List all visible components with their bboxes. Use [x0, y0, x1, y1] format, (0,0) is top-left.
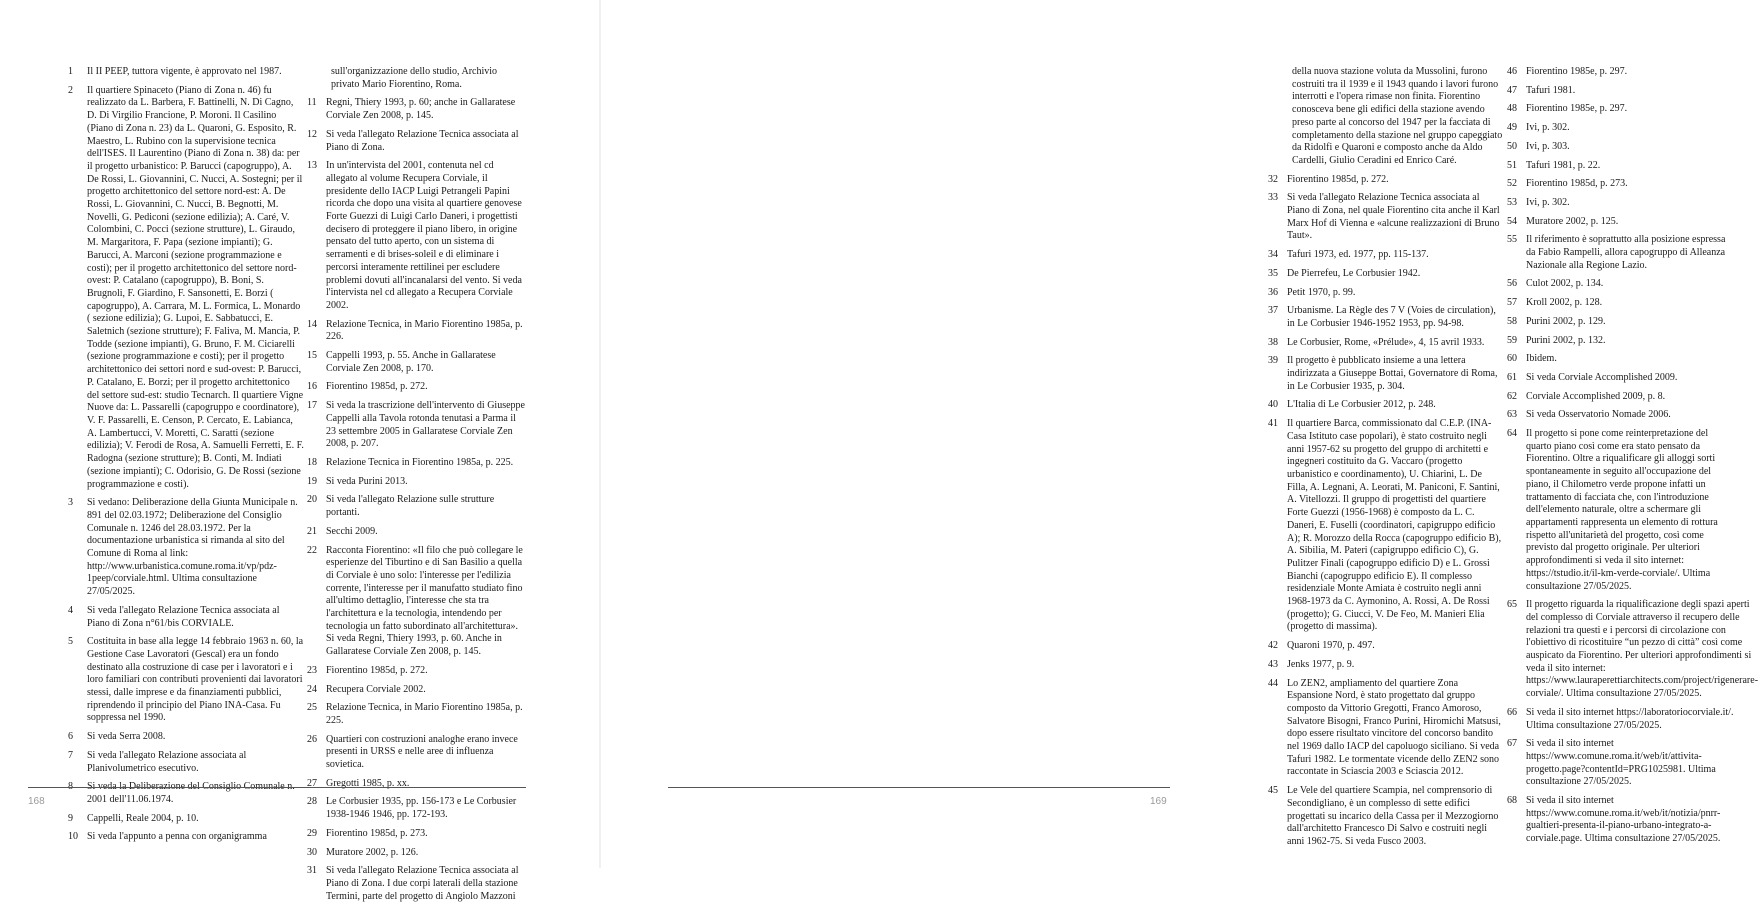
footnote-text: Tafuri 1973, ed. 1977, pp. 115-137.: [1287, 249, 1429, 261]
footnote-number: 10: [68, 831, 78, 843]
footnote: [1507, 216, 1735, 229]
footnote-number: 36: [1268, 286, 1278, 298]
notes-column-2: [307, 66, 525, 909]
footnote-number: 66: [1507, 706, 1517, 718]
footnote: [1268, 305, 1504, 330]
footnote-text: Si veda la trascrizione dell'intervento di Giuseppe Cappelli alla Tavola rotonda tenutasi a Parma il 23 settembre 2005 in Gallaratese Corviale Zen 2008, p. 207.: [326, 400, 525, 450]
footnote: [1507, 409, 1735, 422]
footnote-number: 62: [1507, 390, 1517, 402]
footnote-number: 44: [1268, 677, 1278, 689]
footnote: [307, 847, 525, 860]
footnote-text: Si veda l'allegato Relazione sulle strutture portanti.: [326, 494, 495, 519]
footnote-text: Cappelli 1993, p. 55. Anche in Gallaratese Corviale Zen 2008, p. 170.: [326, 350, 496, 374]
footnote-text: In un'intervista del 2001, contenuta nel cd allegato al volume Recupera Corviale, il presidente dello IACP Luigi Petrangeli Papini ricorda che dopo una visita al quartiere genovese Forte Guezzi di Luigi Carlo Daneri, i progettisti decisero di proteggere il piano libero, in origine pensato del tutto aperto, con un sistema di serramenti e di brises-soleil e di eliminare i percorsi interamente rettilinei per escludere problemi dovuti all'incanalarsi del vento. Si veda l'intervista nel cd allegato a Recupera Corviale 2002.: [326, 160, 522, 311]
footnote-number: 28: [307, 796, 317, 808]
footnote-text: Si veda l'allegato Relazione associata al Planivolumetrico esecutivo.: [87, 749, 247, 774]
footnote: [307, 865, 525, 903]
footnote: [307, 796, 525, 821]
footnote-number: 55: [1507, 234, 1517, 246]
footnote-number: 15: [307, 350, 317, 362]
footnote: [307, 160, 525, 312]
footnote-number: 61: [1507, 371, 1517, 383]
footnote-text: Fiorentino 1985e, p. 297.: [1526, 103, 1628, 115]
footnote-number: 16: [307, 381, 317, 393]
footnote: [307, 350, 525, 375]
footnote-number: 53: [1507, 196, 1517, 208]
footnote-text: Si veda il sito internet https://www.comune.roma.it/web/it/notizia/pnrr-gualtieri-presenta-il-piano-urbano-integrato-a-corviale.page. Ultima consultazione 27/05/2025.: [1526, 795, 1721, 845]
footnote-text: Il II PEEP, tuttora vigente, è approvato nel 1987.: [87, 66, 282, 77]
footnote: [307, 66, 525, 91]
footnote-number: 68: [1507, 795, 1517, 807]
footnote-number: 63: [1507, 409, 1517, 421]
footnote-number: 46: [1507, 66, 1517, 77]
footnote-number: 29: [307, 827, 317, 839]
footnote: [307, 400, 525, 451]
footnote-text: Si veda Purini 2013.: [326, 475, 408, 487]
footnote-text: Ivi, p. 302.: [1526, 122, 1570, 134]
footnote: [1507, 122, 1735, 135]
footnote-text: Purini 2002, p. 132.: [1526, 334, 1606, 346]
footnote-text: Le Vele del quartiere Scampia, nel comprensorio di Secondigliano, è un complesso di sette edifici progettati su incarico della Cassa per il Mezzogiorno dall'architetto Francesco Di Salvo e costruiti negli anni 1962-75. Si veda Fusco 2003.: [1287, 785, 1499, 847]
footnote-text: Kroll 2002, p. 128.: [1526, 297, 1603, 309]
footnote: [1507, 160, 1735, 173]
footnote: [1507, 353, 1735, 366]
footnote-text: Muratore 2002, p. 126.: [326, 846, 419, 858]
footnote-number: 18: [307, 456, 317, 468]
footnote-text: Fiorentino 1985d, p. 273.: [1526, 178, 1628, 190]
footnote-number: 2: [68, 84, 73, 96]
footnote-number: 27: [307, 777, 317, 789]
footnote-number: 64: [1507, 428, 1517, 440]
footnote: [68, 831, 304, 844]
footnote: [1507, 599, 1758, 701]
footnote: [307, 526, 525, 539]
footnote-text: Urbanisme. La Règle des 7 V (Voies de circulation), in Le Corbusier 1946-1952 1953, pp. 94-98.: [1287, 305, 1496, 329]
footnote: [1268, 399, 1504, 412]
footnote-text: Si veda il sito internet https://www.comune.roma.it/web/it/attivita-progetto.page?contentId=PRG1025981. Ultima consultazione 27/05/2025.: [1526, 738, 1716, 788]
footnote-text: Recupera Corviale 2002.: [326, 683, 426, 695]
footnote-text: Fiorentino 1985d, p. 272.: [326, 664, 428, 676]
footnote: [1268, 337, 1504, 350]
footnote-text: Tafuri 1981.: [1526, 84, 1576, 96]
footnote: [307, 381, 525, 394]
footnote-text: Racconta Fiorentino: «Il filo che può collegare le esperienze del Tiburtino e di San Basilio a quella di Corviale è uno solo: l'interesse per l'edilizia corrente, l'interesse per il manufatto studiato fino all'ultimo dettaglio, l'interesse che sta tra l'architettura e la tecnologia, intendendo per tecnologia un fatto subordinato all'architettura». Si veda Regni, Thiery 1993, p. 60. Anche in Gallaratese Corviale Zen 2008, p. 145.: [326, 544, 523, 658]
footnote-number: 32: [1268, 173, 1278, 185]
footnote: [1507, 278, 1735, 291]
footnote-number: 59: [1507, 334, 1517, 346]
footnote: [68, 636, 304, 725]
footnote-number: 42: [1268, 640, 1278, 652]
footnote-number: 21: [307, 525, 317, 537]
footnote: [1507, 372, 1735, 385]
footnote: [1268, 192, 1504, 243]
footnote-text: Si veda Corviale Accomplished 2009.: [1526, 371, 1678, 383]
footnote-number: 19: [307, 475, 317, 487]
footnote-text: Ivi, p. 302.: [1526, 196, 1570, 208]
footnote: [1507, 234, 1735, 272]
footnote: [1507, 428, 1735, 593]
footnote: [1507, 316, 1735, 329]
footnote-number: 22: [307, 544, 317, 556]
footnote-text: della nuova stazione voluta da Mussolini, furono costruiti tra il 1939 e il 1943 quando i lavori furono interrotti e l'opera rimase non finita. Fiorentino conosceva bene gli edifici della stazione avendo preso parte al concorso del 1947 per la facciata di completamento della stazione nel gruppo capeggiato da Ridolfi e Quaroni e composto anche da Aldo Cardelli, Giulio Ceradini ed Enrico Caré.: [1292, 66, 1503, 166]
footnote: [307, 319, 525, 344]
footer-rule-left: [28, 787, 526, 788]
footnote: [307, 665, 525, 678]
footnote-number: 58: [1507, 315, 1517, 327]
page-number-right: 169: [1150, 796, 1167, 807]
footnote: [1507, 391, 1735, 404]
footnote: [68, 85, 304, 492]
footnote-text: Costituita in base alla legge 14 febbraio 1963 n. 60, la Gestione Case Lavoratori (Gescal) era un fondo destinato alla costruzione di case per i lavoratori e i loro familiari con contributi provenienti dai lavoratori stessi, dalle imprese e da finanziamenti pubblici, riprendendo il principio del Piano INA-Casa. Fu soppressa nel 1990.: [87, 636, 304, 724]
footnote-number: 37: [1268, 305, 1278, 317]
footnote-number: 31: [307, 865, 317, 877]
footnote-text: Il progetto riguarda la riqualificazione degli spazi aperti del complesso di Corviale attraverso il recupero delle relazioni tra questi e i percorsi di circolazione con l'obiettivo di ricostituire “un pezzo di città” così come auspicato da Fiorentino. Per ulteriori approfondimenti si veda il sito internet: https://www.lauraperettiarchitects.com/project/rigenerare-corviale/. Ultima consultazione 27/05/2025.: [1526, 599, 1758, 700]
footnote: [307, 778, 525, 791]
footnote: [1268, 678, 1504, 780]
footnote: [1268, 659, 1504, 672]
footnote: [1507, 297, 1735, 310]
footnote-text: Fiorentino 1985d, p. 273.: [326, 827, 428, 839]
footnote-number: 11: [307, 97, 317, 109]
footnote-text: Culot 2002, p. 134.: [1526, 278, 1604, 290]
footnote-number: 34: [1268, 249, 1278, 261]
footnote-text: Il progetto è pubblicato insieme a una lettera indirizzata a Giuseppe Bottai, Governatore di Roma, in Le Corbusier 1935, p. 304.: [1287, 355, 1498, 392]
footnote-text: Petit 1970, p. 99.: [1287, 286, 1356, 298]
footnote-text: Regni, Thiery 1993, p. 60; anche in Gallaratese Corviale Zen 2008, p. 145.: [326, 97, 516, 122]
notes-column-3: [1268, 66, 1504, 855]
footnote-text: Gregotti 1985, p. xx.: [326, 777, 410, 789]
footnote-text: Secchi 2009.: [326, 525, 378, 537]
footnote: [1507, 197, 1735, 210]
footnote: [307, 476, 525, 489]
footnote: [1268, 287, 1504, 300]
footnote: [1507, 738, 1735, 789]
footnote: [1268, 640, 1504, 653]
footnote-number: 13: [307, 160, 317, 172]
footnote: [1268, 355, 1504, 393]
footnote: [68, 781, 304, 806]
footnote-number: 5: [68, 636, 73, 648]
footnote-number: 56: [1507, 278, 1517, 290]
footnote: [68, 750, 304, 775]
footnote-number: 17: [307, 400, 317, 412]
footnote: [1507, 335, 1735, 348]
footnote-number: 25: [307, 702, 317, 714]
footnote: [307, 828, 525, 841]
footnote: [68, 813, 304, 826]
footnote-number: 9: [68, 812, 73, 824]
footnote-number: 54: [1507, 215, 1517, 227]
footnote-text: Relazione Tecnica in Fiorentino 1985a, p. 225.: [326, 456, 514, 468]
footnote: [1507, 795, 1735, 846]
footnote-number: 45: [1268, 785, 1278, 797]
footnote-number: 26: [307, 733, 317, 745]
footnote: [1268, 174, 1504, 187]
footnote-number: 57: [1507, 297, 1517, 309]
footnote-number: 24: [307, 683, 317, 695]
footnote-text: Quartieri con costruzioni analoghe erano invece presenti in URSS e nelle aree di influenza sovietica.: [326, 733, 518, 771]
footnote: [68, 731, 304, 744]
footnote-text: Relazione Tecnica, in Mario Fiorentino 1985a, p. 225.: [326, 702, 523, 726]
footnote-text: Si veda la Deliberazione del Consiglio Comunale n. 2001 dell'11.06.1974.: [87, 781, 295, 805]
footnote-text: Si vedano: Deliberazione della Giunta Municipale n. 891 del 02.03.1972; Deliberazione del Consiglio Comunale n. 1246 del 28.03.1972. Per la documentazione urbanistica si rimanda al sito del Comune di Roma al link: http://www.urbanistica.comune.roma.it/vp/pdz-1peep/corviale.html. Ultima consultazione 27/05/2025.: [87, 497, 298, 598]
footnote-text: Il riferimento è soprattutto alla posizione espressa da Fabio Rampelli, allora capogruppo di Alleanza Nazionale alla Regione Lazio.: [1526, 234, 1726, 271]
footnote-text: Relazione Tecnica, in Mario Fiorentino 1985a, p. 226.: [326, 318, 523, 343]
footnote-number: 30: [307, 846, 317, 858]
left-page: [0, 0, 600, 902]
footnote: [68, 605, 304, 630]
footnote-text: Ibidem.: [1526, 353, 1557, 365]
footnote-number: 47: [1507, 84, 1517, 96]
footnote-text: sull'organizzazione dello studio, Archivio privato Mario Fiorentino, Roma.: [331, 66, 498, 90]
footnote-number: 35: [1268, 267, 1278, 279]
footnote: [1268, 268, 1504, 281]
footnote-number: 48: [1507, 103, 1517, 115]
footnote: [1507, 141, 1735, 154]
footnote-number: 51: [1507, 159, 1517, 171]
footnote: [1268, 418, 1504, 634]
footnote-number: 33: [1268, 192, 1278, 204]
footnote-text: Si veda l'appunto a penna con organigramma: [87, 831, 267, 843]
footnote-number: 23: [307, 664, 317, 676]
footnote-number: 1: [68, 66, 73, 77]
footnote-text: Fiorentino 1985e, p. 297.: [1526, 66, 1628, 77]
footnote-text: Il quartiere Barca, commissionato dal C.E.P. (INA-Casa Istituto case popolari), è stato costruito negli anni 1957-62 su progetto del gruppo di architetti e ingegneri costituito da G. Vaccaro (progetto urbanistico e coordinamento), U. Chiarini, L. De Filla, A. Legnani, A. Leorati, M. Paniconi, F. Santini, A. Vitellozzi. Il gruppo di progettisti del quartiere Forte Guezzi (1956-1968) è composto da L. C. Daneri, E. Fuselli (coordinatori, capigruppo edificio A); R. Morozzo della Rocca (capogruppo edificio B), A. Sibilia, M. Pateri (capigruppo edificio C), G. Pulitzer Finali (capogruppo edificio D) e L. Grossi Bianchi (capogruppo edificio E). Il complesso residenziale Monte Amiata è costruito negli anni 1968-1973 da C. Aymonino, A. Rossi, A. De Rossi (progetto); G. Ciucci, V. De Feo, M. Manieri Elia (progetto di massima).: [1287, 418, 1502, 633]
footnote-text: Si veda l'allegato Relazione Tecnica associata al Piano di Zona.: [326, 128, 519, 153]
footnote-number: 67: [1507, 738, 1517, 750]
footnote: [307, 97, 525, 122]
footnote: [307, 545, 525, 659]
footnote-number: 38: [1268, 336, 1278, 348]
footnote-text: Jenks 1977, p. 9.: [1287, 658, 1355, 670]
footnote-text: Purini 2002, p. 129.: [1526, 315, 1606, 327]
footnote-number: 20: [307, 494, 317, 506]
footnote: [1507, 707, 1735, 732]
footnote-number: 12: [307, 128, 317, 140]
footnote-text: Fiorentino 1985d, p. 272.: [326, 381, 428, 393]
page-number-left: 168: [28, 796, 45, 807]
footnote-number: 52: [1507, 178, 1517, 190]
footnote-number: 14: [307, 318, 317, 330]
footnote-text: Si veda l'allegato Relazione Tecnica associata al Piano di Zona n°61/bis CORVIALE.: [87, 604, 280, 629]
footnote-text: Corviale Accomplished 2009, p. 8.: [1526, 390, 1666, 402]
footnote: [307, 457, 525, 470]
footnote-number: 40: [1268, 399, 1278, 411]
footnote: [307, 684, 525, 697]
footnote: [307, 702, 525, 727]
footnote-text: Muratore 2002, p. 125.: [1526, 215, 1619, 227]
footnote: [307, 494, 525, 519]
footnote: [68, 66, 304, 79]
footnote: [1507, 178, 1735, 191]
notes-column-4: [1507, 66, 1758, 852]
footnote-text: Tafuri 1981, p. 22.: [1526, 159, 1601, 171]
footnote-text: De Pierrefeu, Le Corbusier 1942.: [1287, 267, 1421, 279]
footnote-number: 8: [68, 781, 73, 793]
footnote: [307, 129, 525, 154]
footnote-text: Si veda il sito internet https://laboratoriocorviale.it/. Ultima consultazione 27/05/2025.: [1526, 706, 1734, 731]
footnote-number: 60: [1507, 353, 1517, 365]
footnote-text: Quaroni 1970, p. 497.: [1287, 640, 1375, 652]
footer-rule-right: [668, 787, 1170, 788]
footnote-text: Le Corbusier 1935, pp. 156-173 e Le Corbusier 1938-1946 1946, pp. 172-193.: [326, 796, 517, 821]
footnote-number: 41: [1268, 418, 1278, 430]
footnote-number: 65: [1507, 599, 1517, 611]
footnote: [1268, 785, 1504, 849]
footnote: [68, 497, 304, 599]
footnote-number: 7: [68, 749, 73, 761]
footnote: [307, 734, 525, 772]
footnote-text: Si veda Osservatorio Nomade 2006.: [1526, 409, 1671, 421]
notes-column-1: [68, 66, 304, 850]
footnote-text: Si veda l'allegato Relazione Tecnica associata al Piano di Zona. I due corpi laterali della stazione Termini, parte del progetto di Angiolo Mazzoni: [326, 865, 519, 902]
footnote-number: 4: [68, 604, 73, 616]
footnote-text: Si veda Serra 2008.: [87, 731, 166, 743]
footnote-text: Ivi, p. 303.: [1526, 140, 1570, 152]
footnote-text: Cappelli, Reale 2004, p. 10.: [87, 812, 199, 824]
footnote-number: 39: [1268, 355, 1278, 367]
footnote-text: Lo ZEN2, ampliamento del quartiere Zona Espansione Nord, è stato progettato dal gruppo composto da Vittorio Gregotti, Franco Amoroso, Salvatore Bisogni, Franco Purini, Hiromichi Matsusi, dopo essere risultato vincitore del concorso bandito nel 1969 dallo IACP del capoluogo siciliano. Si veda Tafuri 1982. Le tormentate vicende dello ZEN2 sono raccontate in Sciascia 2003 e Sciascia 2012.: [1287, 677, 1501, 778]
footnote-number: 50: [1507, 140, 1517, 152]
footnote-number: 3: [68, 497, 73, 509]
footnote-text: Le Corbusier, Rome, «Prélude», 4, 15 avril 1933.: [1287, 336, 1485, 348]
footnote-number: 6: [68, 731, 73, 743]
footnote-text: L'Italia di Le Corbusier 2012, p. 248.: [1287, 399, 1436, 411]
footnote: [1507, 85, 1735, 98]
footnote: [1507, 66, 1735, 79]
footnote: [1507, 103, 1735, 116]
footnote-text: Si veda l'allegato Relazione Tecnica associata al Piano di Zona, nel quale Fiorentino cita anche il Karl Marx Hof di Vienna e «alcune realizzazioni di Bruno Taut».: [1287, 192, 1500, 242]
footnote: [1268, 66, 1504, 168]
footnote: [1268, 249, 1504, 262]
footnote-text: Fiorentino 1985d, p. 272.: [1287, 173, 1389, 185]
right-page: [600, 0, 1758, 868]
footnote-number: 49: [1507, 122, 1517, 134]
footnote-text: Il progetto si pone come reinterpretazione del quarto piano così come era stato pensato da Fiorentino. Oltre a riqualificare gli alloggi sorti spontaneamente in seguito all'occupazione del piano, il Chilometro verde propone infatti un trattamento di facciata che, con l'introduzione dell'elemento naturale, oltre a schermare gli appartamenti rappresenta un elemento di rottura rispetto all'unitarietà del progetto, così come previsto dal progetto originale. Per ulteriori approfondimenti si veda il sito internet: https://tstudio.it/il-km-verde-corviale/. Ultima consultazione 27/05/2025.: [1526, 428, 1718, 592]
footnote-number: 43: [1268, 658, 1278, 670]
footnote-text: Il quartiere Spinaceto (Piano di Zona n. 46) fu realizzato da L. Barbera, F. Battinelli, N. Di Cagno, D. Di Virgilio Francione, P. Moroni. Il Casilino (Piano di Zona n. 23) da L. Quaroni, G. Esposito, R. Maestro, L. Rubino con la supervisione tecnica dell'ISES. Il Laurentino (Piano di Zona n. 38) da: per il progetto urbanistico: P. Barucci (capogruppo), A. De Rossi, L. Giovannini, C. Nucci, A. Sostegni; per il progetto architettonico del settore nord-est: A. De Rossi, L. Giovannini, C. Nucci, B. Begnotti, M. Novelli, G. Pediconi (sezione edilizia); A. Caré, V. Colombini, C. Pocci (sezione strutture), L. Giraudo, M. Margaritora, F. Papa (sezione impianti); G. Barucci, A. Marconi (sezione programmazione e costi); per il progetto architettonico del settore nord-ovest: P. Catalano (capogruppo), B. Boni, S. Brugnoli, F. Giardino, F. Sansonetti, E. Borzi ( capogruppo), A. Carrara, M. L. Formica, L. Monardo ( sezione edilizia); G. Lupoi, E. Sabbatucci, E. Saletnich (sezione strutture); F. Faliva, M. Mancia, P. Todde (sezione impianti), G. Bruno, F. M. Ciciarelli (sezione programmazione e costi); per il progetto architettonico dei settori nord e sud-ovest: P. Barucci, P. Catalano, E. Borzi; per il progetto architettonico del settore sud-est: studio Tecnarch. Il quartiere Vigne Nuove da: L. Passarelli (capogruppo e coordinatore), V. F. Passarelli, E. Censon, P. Cercato, E. Labianca, A. Lambertucci, V. Moretti, C. Saratti (sezione edilizia); V. Ferodi de Rosa, A. Samuelli Ferretti, E. F. Radogna (sezione strutture); B. Conti, M. Indiati (sezione impianti); C. Odorisio, G. De Rossi (sezione programmazione e costi).: [87, 84, 304, 490]
